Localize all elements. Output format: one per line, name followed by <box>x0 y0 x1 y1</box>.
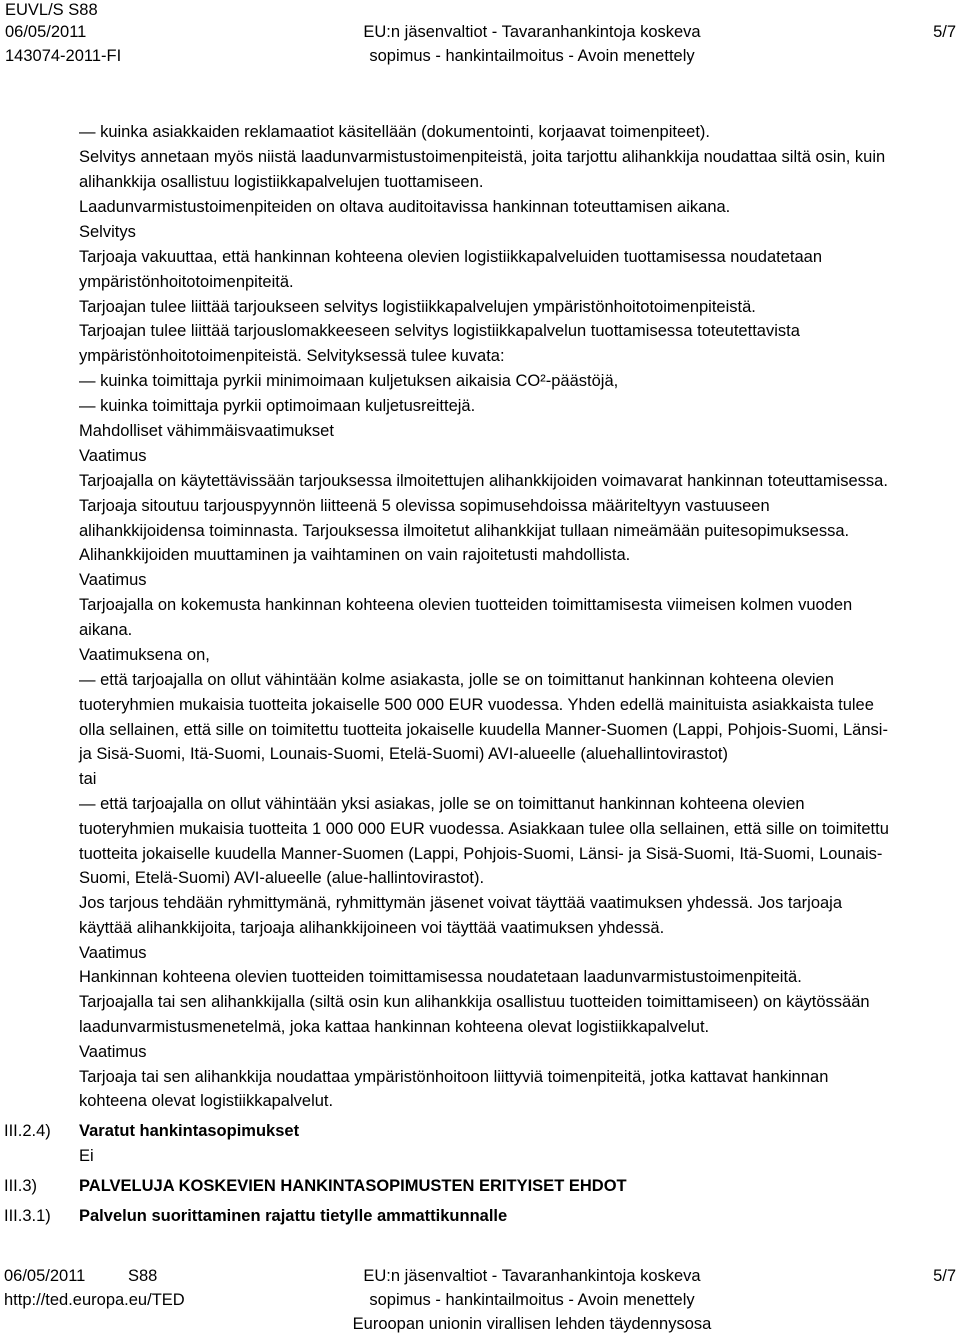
body-line: olla sellainen, että sille on toimitettu tuotteita jokaiselle kuudella Manner-Suomen (Lappi, Pohjois-Suomi, Länsi- <box>79 721 888 739</box>
body-line: Tarjoaja tai sen alihankkija noudattaa ympäristönhoitoon liittyviä toimenpiteitä, jotka kattavat hankinnan <box>79 1068 829 1086</box>
header-title-line1: EU:n jäsenvaltiot - Tavaranhankintoja koskeva <box>363 23 701 41</box>
body-line: Laadunvarmistustoimenpiteiden on oltava auditoitavissa hankinnan toteuttamisen aikana. <box>79 198 731 216</box>
body-line: Selvitys <box>79 223 136 241</box>
body-line: käyttää alihankkijoita, tarjoaja alihankkijoineen voi täyttää vaatimuksen yhdessä. <box>79 919 665 937</box>
body-line: ympäristönhoitotoimenpiteistä. Selvityksessä tulee kuvata: <box>79 347 505 365</box>
body-line: tai <box>79 770 97 788</box>
footer-title-line2: sopimus - hankintailmoitus - Avoin menettely <box>369 1291 695 1309</box>
body-line: Tarjoajan tulee liittää tarjoukseen selvitys logistiikkapalvelujen ympäristönhoitotoimenpiteistä. <box>79 298 756 316</box>
body-line: Tarjoajan tulee liittää tarjouslomakkeeseen selvitys logistiikkapalvelun tuottamisessa toteutettavista <box>79 322 800 340</box>
body-line: Vaatimus <box>79 447 147 465</box>
footer-page-number: 5/7 <box>933 1267 956 1285</box>
body-line: — että tarjoajalla on ollut vähintään kolme asiakasta, jolle se on toimittanut hankinnan kohteena olevien <box>79 670 834 690</box>
body-line: — kuinka toimittaja pyrkii minimoimaan kuljetuksen aikaisia CO²-päästöjä, <box>79 371 618 391</box>
body-line: kohteena olevat logistiikkapalvelut. <box>79 1092 334 1110</box>
body-line: Vaatimus <box>79 571 147 589</box>
section-number: III.2.4) <box>4 1122 51 1140</box>
body-line: alihankkija osallistuu logistiikkapalvelujen tuottamiseen. <box>79 173 484 191</box>
body-line: Tarjoajalla on käytettävissään tarjouksessa ilmoitettujen alihankkijoiden voimavarat hankinnan toteuttamisessa. <box>79 472 888 490</box>
section-title: PALVELUJA KOSKEVIEN HANKINTASOPIMUSTEN ERITYISET EHDOT <box>79 1177 627 1195</box>
body-line: Jos tarjous tehdään ryhmittymänä, ryhmittymän jäsenet voivat täyttää vaatimuksen yhdessä. Jos tarjoaja <box>79 894 843 912</box>
section-value: Ei <box>79 1147 94 1165</box>
body-line: Selvitys annetaan myös niistä laadunvarmistustoimenpiteistä, joita tarjottu alihankkija noudattaa siltä osin, kuin <box>79 148 886 166</box>
header-title-line2: sopimus - hankintailmoitus - Avoin menettely <box>369 47 695 65</box>
section-title: Varatut hankintasopimukset <box>79 1122 300 1140</box>
body-line: Tarjoajalla on kokemusta hankinnan kohteena olevien tuotteiden toimittamisesta viimeisen kolmen vuoden <box>79 596 853 614</box>
body-line: Vaatimuksena on, <box>79 646 210 664</box>
footer-url[interactable]: http://ted.europa.eu/TED <box>4 1291 185 1309</box>
document-id: 143074-2011-FI <box>5 47 122 65</box>
page-number: 5/7 <box>933 23 956 41</box>
footer-title-line1: EU:n jäsenvaltiot - Tavaranhankintoja koskeva <box>363 1267 701 1285</box>
body-line: Tarjoaja vakuuttaa, että hankinnan kohteena olevien logistiikkapalveluiden tuottamisessa noudatetaan <box>79 248 823 266</box>
body-line: tuoteryhmien mukaisia tuotteita 1 000 000 EUR vuodessa. Asiakkaan tulee olla sellainen, että sille on toimitettu <box>79 820 889 838</box>
body-line: Vaatimus <box>79 944 147 962</box>
body-line: Tarjoajalla tai sen alihankkijalla (siltä osin kun alihankkija osallistuu tuotteiden toimittamiseen) on käytössään <box>79 993 870 1011</box>
body-line: — kuinka toimittaja pyrkii optimoimaan kuljetusreittejä. <box>79 396 475 416</box>
body-line: Alihankkijoiden muuttaminen ja vaihtaminen on vain rajoitetusti mahdollista. <box>79 546 631 564</box>
body-line: ja Sisä-Suomi, Itä-Suomi, Lounais-Suomi, Etelä-Suomi) AVI-alueelle (aluehallintovirastot) <box>79 745 728 763</box>
body-line: Suomi, Etelä-Suomi) AVI-alueelle (alue-hallintovirastot). <box>79 869 485 887</box>
body-line: — kuinka asiakkaiden reklamaatiot käsitellään (dokumentointi, korjaavat toimenpiteet). <box>79 122 710 142</box>
body-line: alihankkijoidensa toiminnasta. Tarjouksessa ilmoitetut alihankkijat tullaan nimeämään puitesopimuksessa. <box>79 522 850 540</box>
footer-series: S88 <box>128 1267 158 1285</box>
section-title: Palvelun suorittaminen rajattu tietylle ammattikunnalle <box>79 1207 508 1225</box>
body-line: ympäristönhoitotoimenpiteitä. <box>79 273 294 291</box>
journal-code: EUVL/S S88 <box>5 1 98 19</box>
body-line: — että tarjoajalla on ollut vähintään yksi asiakas, jolle se on toimittanut hankinnan kohteena olevien <box>79 794 805 814</box>
body-line: tuotteita jokaiselle kuudella Manner-Suomen (Lappi, Pohjois-Suomi, Länsi- ja Sisä-Suomi, Itä-Suomi, Lounais- <box>79 845 883 863</box>
body-line: Hankinnan kohteena olevien tuotteiden toimittamisessa noudatetaan laadunvarmistustoimenpiteitä. <box>79 968 802 986</box>
publication-date: 06/05/2011 <box>5 23 87 41</box>
body-line: Mahdolliset vähimmäisvaatimukset <box>79 422 334 440</box>
body-line: tuoteryhmien mukaisia tuotteita jokaiselle 500 000 EUR vuodessa. Yhden edellä mainituista asiakkaista tulee <box>79 696 874 714</box>
section-number: III.3.1) <box>4 1207 51 1225</box>
footer-date: 06/05/2011 <box>4 1267 86 1285</box>
footer-title-line3: Euroopan unionin virallisen lehden täydennysosa <box>352 1315 712 1333</box>
body-line: laadunvarmistusmenetelmä, joka kattaa hankinnan kohteena olevat logistiikkapalvelut. <box>79 1018 710 1036</box>
body-line: aikana. <box>79 621 133 639</box>
body-line: Tarjoaja sitoutuu tarjouspyynnön liitteenä 5 olevissa sopimusehdoissa määriteltyyn vastuuseen <box>79 497 770 515</box>
body-line: Vaatimus <box>79 1043 147 1061</box>
section-number: III.3) <box>4 1177 38 1195</box>
